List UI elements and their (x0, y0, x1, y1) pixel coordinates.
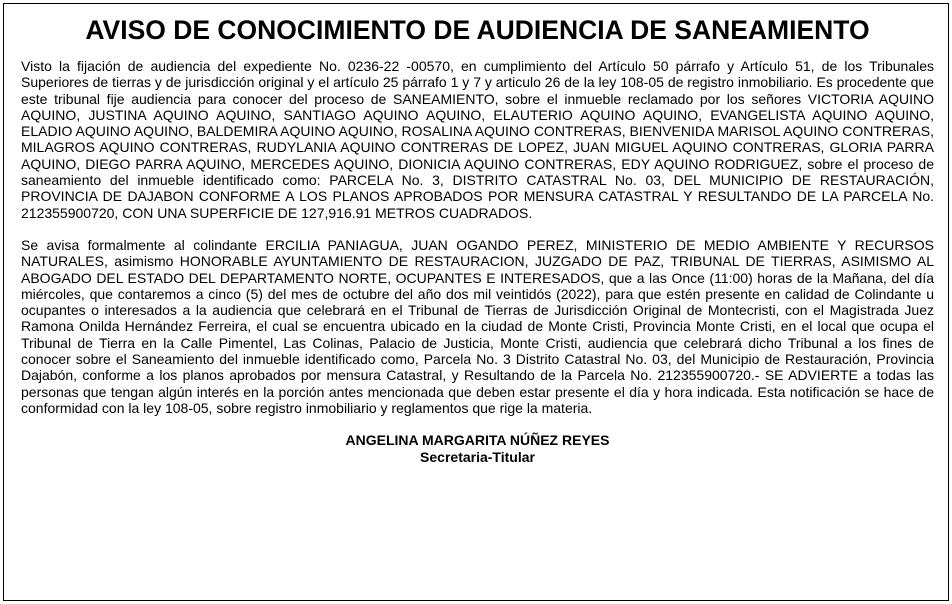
signer-title: Secretaria-Titular (420, 449, 535, 466)
notice-paragraph-1: Visto la fijación de audiencia del expediente No. 0236-22 -00570, en cumplimiento del Artículo 50 párrafo y Artículo 51, de los Tribunales Superiores de tierras y de jurisdicción original y el artículo 25 párrafo 1 y 7 y articulo 26 de la ley 108-05 de registro inmobiliario. Es procedente que este tribunal fije audiencia para conocer del proceso de SANEAMIENTO, sobre el inmueble reclamado por los señores VICTORIA AQUINO AQUINO, JUSTINA AQUINO AQUINO, SANTIAGO AQUINO AQUINO, ELAUTERIO AQUINO AQUINO, EVANGELISTA AQUINO AQUINO, ELADIO AQUINO AQUINO, BALDEMIRA AQUINO AQUINO, ROSALINA AQUINO CONTRERAS, BIENVENIDA MARISOL AQUINO CONTRERAS, MILAGROS AQUINO CONTRERAS, RUDYLANIA AQUINO CONTRERAS DE LOPEZ, JUAN MIGUEL AQUINO CONTRERAS, GLORIA PARRA AQUINO, DIEGO PARRA AQUINO, MERCEDES AQUINO, DIONICIA AQUINO CONTRERAS, EDY AQUINO RODRIGUEZ, sobre el proceso de saneamiento del inmueble identificado como: PARCELA No. 3, DISTRITO CATASTRAL No. 03, DEL MUNICIPIO DE RESTAURACIÓN, PROVINCIA DE DAJABON CONFORME A LOS PLANOS APROBADOS POR MENSURA CATASTRAL Y RESULTANDO DE LA PARCELA No. 212355900720, CON UNA SUPERFICIE DE 127,916.91 METROS CUADRADOS. (21, 58, 934, 221)
notice-frame (3, 3, 949, 601)
notice-title: AVISO DE CONOCIMIENTO DE AUDIENCIA DE SANEAMIENTO (85, 15, 870, 45)
notice-paragraph-2: Se avisa formalmente al colindante ERCILIA PANIAGUA, JUAN OGANDO PEREZ, MINISTERIO DE MEDIO AMBIENTE Y RECURSOS NATURALES, asimismo HONORABLE AYUNTAMIENTO DE RESTAURACION, JUZGADO DE PAZ, TRIBUNAL DE TIERRAS, ASIMISMO AL ABOGADO DEL ESTADO DEL DEPARTAMENTO NORTE, OCUPANTES E INTERESADOS, que a las Once (11:00) horas de la Mañana, del día miércoles, que contaremos a cinco (5) del mes de octubre del año dos mil veintidós (2022), para que estén presente en calidad de Colindante u ocupantes o interesados a la audiencia que celebrará en el Tribunal de Tierras de Jurisdicción Original de Montecristi, con el Magistrada Juez Ramona Onilda Hernández Ferreira, el cual se encuentra ubicado en la ciudad de Monte Cristi, Provincia Monte Cristi, en el local que ocupa el Tribunal de Tierra en la Calle Pimentel, Las Colinas, Palacio de Justicia, Monte Cristi, audiencia que celebrará dicho Tribunal a los fines de conocer sobre el Saneamiento del inmueble identificado como, Parcela No. 3 Distrito Catastral No. 03, del Municipio de Restauración, Provincia Dajabón, conforme a los planos aprobados por mensura Catastral, y Resultando de la Parcela No. 212355900720.- SE ADVIERTE a todas las personas que tengan algún interés en la porción antes mencionada que deben estar presente el día y hora indicada. Esta notificación se hace de conformidad con la ley 108-05, sobre registro inmobiliario y reglamentos que rige la materia. (21, 236, 934, 416)
signer-name: ANGELINA MARGARITA NÚÑEZ REYES (345, 432, 610, 449)
signature-block (21, 432, 934, 466)
